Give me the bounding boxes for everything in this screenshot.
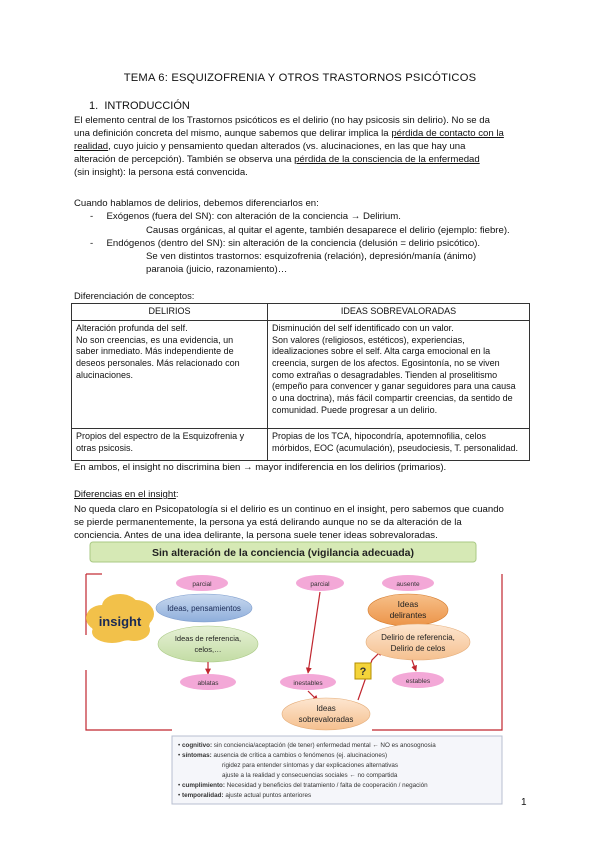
ideas-pensamientos-label: Ideas, pensamientos	[167, 604, 241, 613]
table-row	[72, 321, 530, 429]
table-row	[72, 429, 530, 461]
note-sintomas: • síntomas: ausencia de crítica a cambios o fenómenos (ej. alucinaciones)	[178, 752, 388, 759]
cell-line: creencia, surgen de los afectos. Egosintonía, no se viven	[272, 358, 500, 369]
estables-label: estables	[405, 678, 431, 685]
table-cell	[72, 429, 268, 461]
col-header-delirios: DELIRIOS	[72, 304, 268, 321]
delirio-referencia-label-1: Delirio de referencia,	[381, 633, 455, 642]
cell-line: alucinaciones.	[76, 369, 134, 380]
table-cell	[268, 429, 530, 461]
intro-text: , cuyo juicio y pensamiento quedan alterados (vs. alucinaciones, en las que hay una	[108, 141, 466, 153]
endogenos-text: Endógenos (dentro del SN): sin alteración de la conciencia (delusión = delirio psicótico).	[106, 238, 481, 249]
insight-diagram	[72, 540, 516, 820]
inestables-label: inestables	[293, 680, 323, 687]
cell-line: comunidad. Puede progresar a un delirio.	[272, 404, 438, 415]
section-number: 1.	[89, 100, 99, 112]
intro-line	[74, 140, 536, 153]
ideas-referencia-label-2: celos,…	[194, 645, 222, 654]
section-title: INTRODUCCIÓN	[104, 100, 190, 112]
endogenos-detail: Se ven distintos trastornos: esquizofrenia (relación), depresión/manía (ánimo)	[146, 251, 477, 262]
insight-heading-text: Diferencias en el insight	[74, 489, 176, 500]
insight-label: insight	[98, 614, 142, 629]
section-heading	[89, 99, 190, 114]
cell-line: Alteración profunda del self.	[76, 323, 188, 333]
insight-line: se pierde permanentemente, la persona ya está delirando aunque no se da alteración de la	[74, 517, 462, 529]
exogenos-detail: Causas orgánicas, al quitar el agente, también desaparece el delirio (ejemplo: fiebre).	[146, 225, 510, 236]
note-cumplimiento: • cumplimiento: Necesidad y beneficios del tratamiento / falta de cooperación / negación	[178, 782, 428, 789]
ausente-label: ausente	[396, 581, 420, 588]
insight-line: No queda claro en Psicopatología si el delirio es un continuo en el insight, pero sabemos que cuando	[74, 504, 504, 515]
table-cell	[72, 321, 268, 429]
delirios-lead: Cuando hablamos de delirios, debemos diferenciarlos en:	[74, 198, 319, 209]
intro-underlined: pérdida de la consciencia de la enfermedad	[294, 154, 480, 166]
ideas-sobrevaloradas-bubble	[282, 698, 370, 730]
cell-line: como extrañas o desagradables. Tienden al proselitismo	[272, 369, 498, 380]
intro-underlined: pérdida de contacto con la	[391, 128, 504, 140]
ideas-delirantes-label-1: Ideas	[397, 599, 419, 609]
comparison-table	[71, 303, 530, 461]
question-mark: ?	[359, 666, 367, 678]
insight-heading-colon: :	[175, 489, 179, 500]
intro-line	[74, 127, 536, 140]
cell-line: idealizaciones sobre el self. Alta carga emocional en la	[272, 346, 491, 357]
table-caption: Diferenciación de conceptos:	[74, 290, 195, 301]
intro-line: (sin insight): la persona está convencida.	[74, 167, 248, 179]
ideas-referencia-bubble	[158, 626, 258, 662]
intro-text: alteración de percepción). También se observa una	[74, 154, 292, 166]
cell-line: otras psicosis.	[76, 442, 134, 453]
intro-line: El elemento central de los Trastornos psicóticos es el delirio (no hay psicosis sin delirio). No se da	[74, 115, 490, 126]
insight-heading	[74, 488, 179, 501]
intro-paragraph	[74, 114, 536, 179]
cell-line: (empeño para convencer y ganar seguidores para una causa	[272, 381, 516, 392]
insight-line: conciencia. Antes de una idea delirante, la persona suele tener ideas sobrevaloradas.	[74, 530, 438, 542]
intro-line	[74, 153, 536, 166]
cell-line: No son creencias, es una evidencia, un	[76, 334, 234, 345]
cell-line: Disminución del self identificado con un valor.	[272, 323, 454, 333]
table-footnote: En ambos, el insight no discrimina bien → mayor indiferencia en los delirios (primarios).	[74, 462, 447, 473]
intro-text: una definición concreta del mismo, aunque sabemos que delirar implica la	[74, 128, 389, 140]
delirio-referencia-bubble	[366, 624, 470, 660]
bullet-exogenos: - Exógenos (fuera del SN): con alteración de la conciencia → Delirium.	[90, 211, 401, 222]
cell-line: saber inmediato. Más independiente de	[76, 346, 234, 357]
ideas-referencia-label-1: Ideas de referencia,	[174, 634, 242, 643]
page-number: 1	[521, 797, 527, 808]
cell-line: mórbidos, EOC (acumulación), pseudociesis, T. personalidad.	[272, 442, 518, 453]
note-cognitivo: • cognitivo: sin conciencia/aceptación (de tener) enfermedad mental ← NO es anosognosia	[178, 742, 436, 749]
note-ajuste: ajuste a la realidad y consecuencias sociales ← no compartida	[222, 772, 398, 779]
intro-underlined: realidad	[74, 141, 109, 153]
diagram-banner-text: Sin alteración de la conciencia (vigilancia adecuada)	[151, 547, 415, 559]
cell-line: Son valores (religiosos, estéticos), experiencias,	[272, 334, 465, 345]
cell-line: o una doctrina), más fácil compartir creencias, da sentido de	[272, 393, 513, 404]
ideas-sobrevaloradas-label-2: sobrevaloradas	[298, 715, 354, 724]
ideas-sobrevaloradas-label-1: Ideas	[316, 704, 336, 713]
parcial-middle-label: parcial	[310, 581, 330, 588]
document-title: TEMA 6: ESQUIZOFRENIA Y OTROS TRASTORNOS PSICÓTICOS	[123, 72, 477, 84]
note-rigidez: rigidez para entender síntomas y dar explicaciones alternativas	[222, 762, 399, 769]
ideas-delirantes-label-2: delirantes	[389, 610, 427, 620]
delirio-referencia-label-2: Delirio de celos	[390, 644, 446, 653]
cell-line: Propias de los TCA, hipocondría, apotemnofilia, celos	[272, 431, 486, 441]
ablatas-label: ablatas	[197, 680, 219, 687]
arrow-to-estables	[412, 660, 416, 671]
cell-line: Propios del espectro de la Esquizofrenia y	[76, 431, 245, 441]
endogenos-detail: paranoia (juicio, razonamiento)…	[146, 264, 288, 275]
note-temporalidad: • temporalidad: ajuste actual puntos anteriores	[178, 792, 312, 799]
cell-line: deseos personales. Más relacionado con	[76, 358, 240, 369]
insight-paragraph	[74, 503, 536, 542]
parcial-left-label: parcial	[192, 581, 212, 588]
table-cell	[268, 321, 530, 429]
table-header-row	[72, 304, 530, 321]
arrow-to-inestables	[308, 592, 320, 673]
col-header-ideas: IDEAS SOBREVALORADAS	[268, 304, 530, 321]
exogenos-text: Exógenos (fuera del SN): con alteración de la conciencia → Delirium.	[106, 211, 401, 222]
bullet-endogenos: - Endógenos (dentro del SN): sin alteración de la conciencia (delusión = delirio psicótico).	[90, 238, 481, 249]
